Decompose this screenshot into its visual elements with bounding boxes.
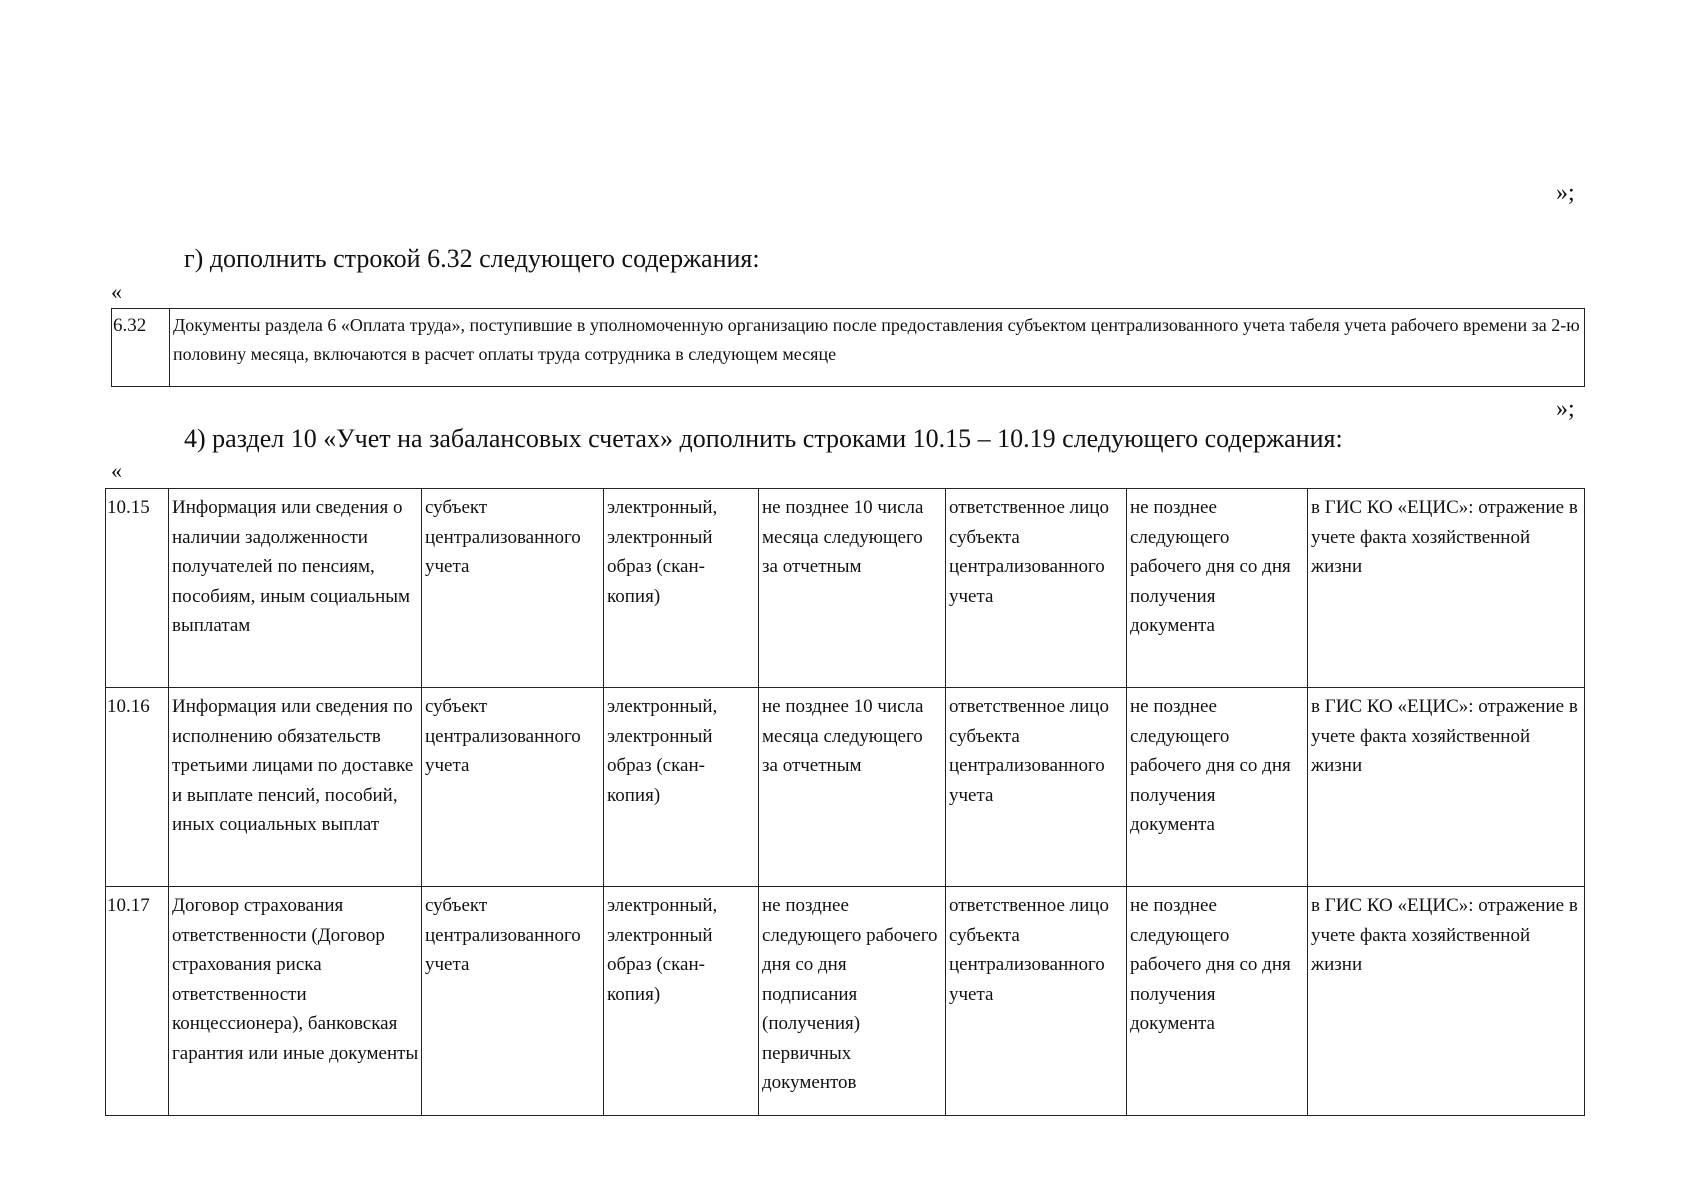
- row-number: 10.16: [106, 688, 169, 887]
- opening-quote-2: «: [111, 458, 122, 483]
- processing-deadline-cell: не позднее следующего рабочего дня со дня получения документа: [1127, 688, 1308, 887]
- responsible-cell: субъект централизованного учета: [422, 887, 604, 1116]
- form-cell: электронный, электронный образ (скан-копия): [604, 887, 759, 1116]
- action-cell: в ГИС КО «ЕЦИС»: отражение в учете факта хозяйственной жизни: [1308, 887, 1585, 1116]
- item-g-heading: г) дополнить строкой 6.32 следующего содержания:: [184, 244, 760, 273]
- processing-deadline-cell: не позднее следующего рабочего дня со дня получения документа: [1127, 489, 1308, 688]
- row-number: 6.32: [112, 309, 170, 387]
- submitter-cell: ответственное лицо субъекта централизованного учета: [946, 489, 1127, 688]
- table-row: [106, 688, 1585, 887]
- submitter-cell: ответственное лицо субъекта централизованного учета: [946, 887, 1127, 1116]
- document-cell: Договор страхования ответственности (Договор страхования риска ответственности концессионера), банковская гарантия или иные документы: [169, 887, 422, 1116]
- processing-deadline-cell: не позднее следующего рабочего дня со дня получения документа: [1127, 887, 1308, 1116]
- item-4-heading: 4) раздел 10 «Учет на забалансовых счетах» дополнить строками 10.15 – 10.19 следующего содержания:: [184, 424, 1343, 453]
- table-row: [106, 887, 1585, 1116]
- row-number: 10.17: [106, 887, 169, 1116]
- document-cell: Информация или сведения о наличии задолженности получателей по пенсиям, пособиям, иным социальным выплатам: [169, 489, 422, 688]
- responsible-cell: субъект централизованного учета: [422, 489, 604, 688]
- closing-quote-1: »;: [1556, 180, 1575, 206]
- document-cell: Информация или сведения по исполнению обязательств третьими лицами по доставке и выплате пенсий, пособий, иных социальных выплат: [169, 688, 422, 887]
- table-row: [106, 489, 1585, 688]
- deadline-cell: не позднее следующего рабочего дня со дня подписания (получения) первичных документов: [759, 887, 946, 1116]
- table-row-6-32: [111, 308, 1585, 387]
- action-cell: в ГИС КО «ЕЦИС»: отражение в учете факта хозяйственной жизни: [1308, 489, 1585, 688]
- form-cell: электронный, электронный образ (скан-копия): [604, 489, 759, 688]
- responsible-cell: субъект централизованного учета: [422, 688, 604, 887]
- opening-quote-1: «: [111, 279, 122, 304]
- form-cell: электронный, электронный образ (скан-копия): [604, 688, 759, 887]
- closing-quote-2: »;: [1556, 396, 1575, 422]
- deadline-cell: не позднее 10 числа месяца следующего за отчетным: [759, 489, 946, 688]
- submitter-cell: ответственное лицо субъекта централизованного учета: [946, 688, 1127, 887]
- row-text: Документы раздела 6 «Оплата труда», поступившие в уполномоченную организацию после предоставления субъектом централизованного учета табеля учета рабочего времени за 2-ю половину месяца, включаются в расчет оплаты труда сотрудника в следующем месяце: [170, 309, 1585, 387]
- deadline-cell: не позднее 10 числа месяца следующего за отчетным: [759, 688, 946, 887]
- action-cell: в ГИС КО «ЕЦИС»: отражение в учете факта хозяйственной жизни: [1308, 688, 1585, 887]
- section-10-table: [105, 488, 1585, 1116]
- row-number: 10.15: [106, 489, 169, 688]
